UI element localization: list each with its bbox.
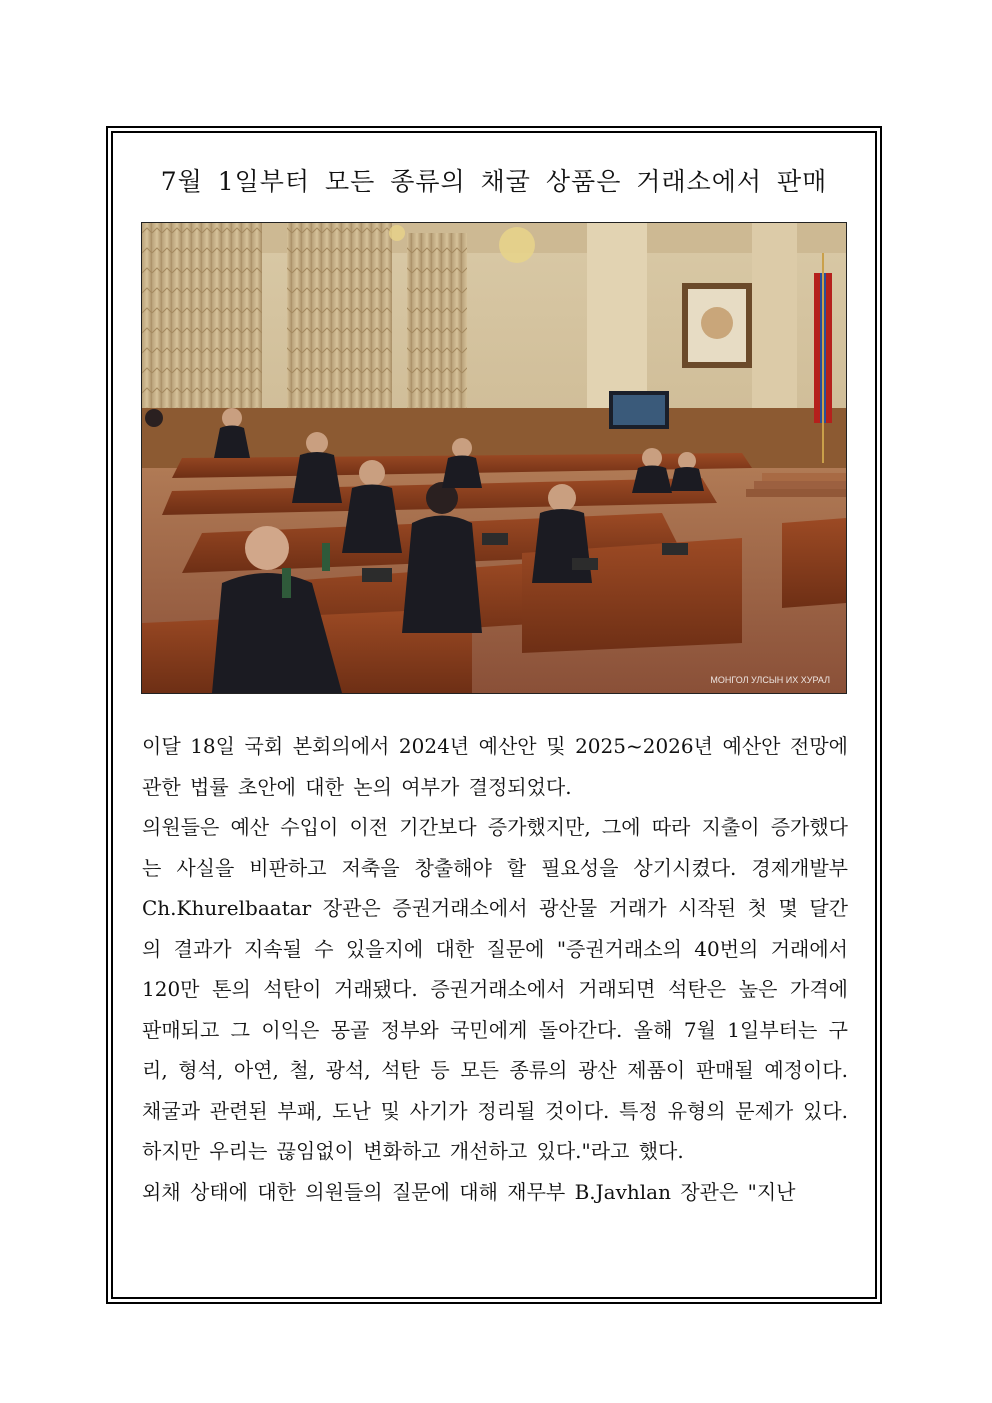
- photo-watermark: МОНГОЛ УЛСЫН ИХ ХУРАЛ: [710, 675, 830, 685]
- article-paragraph: 이달 18일 국회 본회의에서 2024년 예산안 및 2025~2026년 예산안 전망에 관한 법률 초안에 대한 논의 여부가 결정되었다.: [142, 734, 848, 799]
- article-photo: [141, 222, 847, 694]
- article-body: [142, 726, 848, 1212]
- article-paragraph: 외채 상태에 대한 의원들의 질문에 대해 재무부 B.Javhlan 장관은 "지난: [142, 1179, 796, 1204]
- article-frame: [106, 126, 882, 1304]
- article-title: 7월 1일부터 모든 종류의 채굴 상품은 거래소에서 판매: [160, 167, 828, 196]
- article-paragraph: 의원들은 예산 수입이 이전 기간보다 증가했지만, 그에 따라 지출이 증가했다는 사실을 비판하고 저축을 창출해야 할 필요성을 상기시켰다. 경제개발부 Ch.Khurelbaatar 장관은 증권거래소에서 광산물 거래가 시작된 첫 몇 달간의 결과가 지속될 수 있을지에 대한 질문에 "증권거래소의 40번의 거래에서 120만 톤의 석탄이 거래됐다. 증권거래소에서 거래되면 석탄은 높은 가격에 판매되고 그 이익은 몽골 정부와 국민에게 돌아간다. 올해 7월 1일부터는 구리, 형석, 아연, 철, 광석, 석탄 등 모든 종류의 광산 제품이 판매될 예정이다. 채굴과 관련된 부패, 도난 및 사기가 정리될 것이다. 특정 유형의 문제가 있다. 하지만 우리는 끊임없이 변화하고 개선하고 있다."라고 했다.: [142, 815, 848, 1163]
